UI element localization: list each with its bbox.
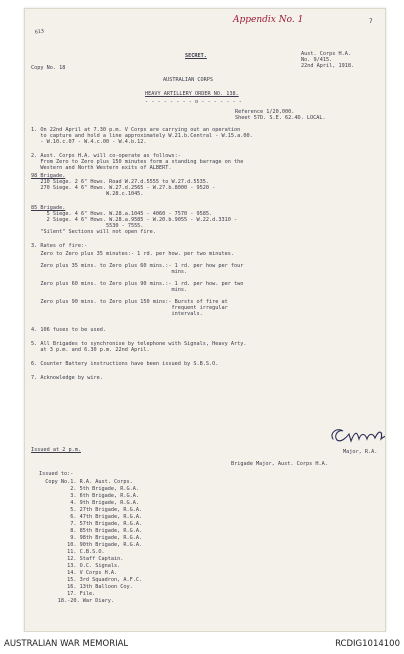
map-reference-2: Sheet 57D. S.E. 62.4D. LOCAL. xyxy=(235,115,326,121)
distribution-line: 5. 27th Brigade, R.G.A. xyxy=(39,507,143,513)
secret-heading: SECRET. xyxy=(185,53,207,59)
distribution-line: 12. Staff Captain. xyxy=(39,556,124,562)
rates-line-5: Zero plus 60 mins. to Zero plus 90 mins.:- 1 rd. per how. per two xyxy=(31,281,244,287)
title-divider: - - - - - - - - o - - - - - - - xyxy=(145,99,242,105)
distribution-line: 11. C.B.S.O. xyxy=(39,549,105,555)
brigade-98-title: 98 Brigade. xyxy=(31,173,66,179)
distribution-line: 8. 85th Brigade, R.G.A. xyxy=(39,528,143,534)
para-2-line-3: Western and North Western exits of ALBERT. xyxy=(31,165,172,171)
rates-line-3: Zero plus 35 mins. to Zero plus 60 mins.:- 1 rd. per how per four xyxy=(31,263,244,269)
map-reference-1: Reference 1/20,000. xyxy=(235,109,295,115)
distribution-line: 10. 90th Brigade, R.G.A. xyxy=(39,542,143,548)
order-5-line-2: at 3 p.m. and 6.30 p.m. 22nd April. xyxy=(31,347,150,353)
rates-line-1: 3. Rates of fire:- xyxy=(31,243,88,249)
reference-line-2: No. 9/415. xyxy=(301,57,333,63)
title-corps: AUSTRALIAN CORPS xyxy=(163,77,213,83)
page-number: 7 xyxy=(369,18,373,25)
distribution-line: 3. 6th Brigade, R.G.A. xyxy=(39,493,139,499)
brigade-85-title: 85 Brigade. xyxy=(31,205,66,211)
rates-line-2: Zero to Zero plus 35 minutes:- 1 rd. per how. per two minutes. xyxy=(31,251,235,257)
rates-line-9: intervals. xyxy=(31,311,203,317)
para-1-line-1: 1. On 22nd April at 7.30 p.m. V Corps are carrying out an operation xyxy=(31,127,241,133)
title-order: HEAVY ARTILLERY ORDER NO. 138. xyxy=(145,91,239,97)
rates-line-8: frequent irregular xyxy=(31,305,228,311)
order-6: 6. Counter Battery instructions have been issued by S.B.S.O. xyxy=(31,361,219,367)
distribution-line: 13. O.C. Signals. xyxy=(39,563,121,569)
distribution-line: 14. V Corps H.A. xyxy=(39,570,118,576)
brigade-85-line-4: "Silent" Sections will not open fire. xyxy=(31,229,156,235)
distribution-line: 16. 13th Balloon Coy. xyxy=(39,584,133,590)
brigade-98-line-2: 270 Siege. 4 6" Hows. W.27.d.2565 - W.27.b.8000 - 9520 - xyxy=(31,185,216,191)
para-1-line-3: - W.10.c.07 - W.4.c.00 - W.4.b.12. xyxy=(31,139,147,145)
margin-number: 613 xyxy=(34,28,45,36)
rates-line-4: mins. xyxy=(31,269,188,275)
distribution-line: 7. 57th Brigade, R.G.A. xyxy=(39,521,143,527)
order-4: 4. 106 fuses to be used. xyxy=(31,327,106,333)
distribution-line: 2. 5th Brigade, R.G.A. xyxy=(39,486,139,492)
reference-line-1: Aust. Corps H.A. xyxy=(301,51,351,57)
signature-appointment: Brigade Major, Aust. Corps H.A. xyxy=(231,461,328,467)
brigade-98-line-3: W.28.c.1045. xyxy=(31,191,144,197)
appendix-annotation: Appendix No. 1 xyxy=(233,15,304,25)
distribution-line: 18.-20. War Diary. xyxy=(39,598,114,604)
brigade-98-line-1: 210 Siege. 2 6" Hows. Road W.27.d.5555 to W.27.d.5535. xyxy=(31,179,210,185)
distribution-line: Copy No.1. R.A. Aust. Corps. xyxy=(39,479,133,485)
rates-line-6: mins. xyxy=(31,287,188,293)
copy-number: Copy No. 18 xyxy=(31,65,66,71)
order-5-line-1: 5. All Brigades to synchronise by telephone with Signals, Heavy Arty. xyxy=(31,341,247,347)
archive-name: AUSTRALIAN WAR MEMORIAL xyxy=(4,639,129,649)
para-2-line-2: From Zero to Zero plus 150 minutes form a standing barrage on the xyxy=(31,159,244,165)
document-page xyxy=(24,8,386,632)
para-2-line-1: 2. Aust. Corps H.A. will co-operate as follows:- xyxy=(31,153,181,159)
issued-to-title: Issued to:- xyxy=(39,471,74,477)
para-1-line-2: to capture and hold a line approximately W.21.b.Central - W.15.a.00. xyxy=(31,133,253,139)
order-7: 7. Acknowledge by wire. xyxy=(31,375,103,381)
distribution-line: 4. 9th Brigade, R.G.A. xyxy=(39,500,139,506)
distribution-line: 15. 3rd Squadron, A.F.C. xyxy=(39,577,143,583)
reference-line-3: 22nd April, 1918. xyxy=(301,63,355,69)
distribution-line: 17. File. xyxy=(39,591,96,597)
brigade-85-line-1: 5 Siege. 4 6" Hows. W.28.a.1045 - 4060 - 7570 - 9585. xyxy=(31,211,213,217)
brigade-85-line-2: 2 Siege. 4 6" Hows. W.28.a.9585 - W.20.b.9055 - W.22.d.3310 - xyxy=(31,217,238,223)
rates-line-7: Zero plus 90 mins. to Zero plus 150 mins:- Bursts of fire at xyxy=(31,299,228,305)
signature-rank: Major, R.A. xyxy=(343,449,378,455)
archive-id: RCDIG1014100 xyxy=(335,639,400,649)
signature xyxy=(327,425,386,447)
brigade-85-line-3: 5530 - 7555. xyxy=(31,223,144,229)
issued-at: Issued at 2 p.m. xyxy=(31,447,81,453)
distribution-line: 6. 47th Brigade, R.G.A. xyxy=(39,514,143,520)
distribution-line: 9. 98th Brigade, R.G.A. xyxy=(39,535,143,541)
archive-footer xyxy=(0,632,404,654)
